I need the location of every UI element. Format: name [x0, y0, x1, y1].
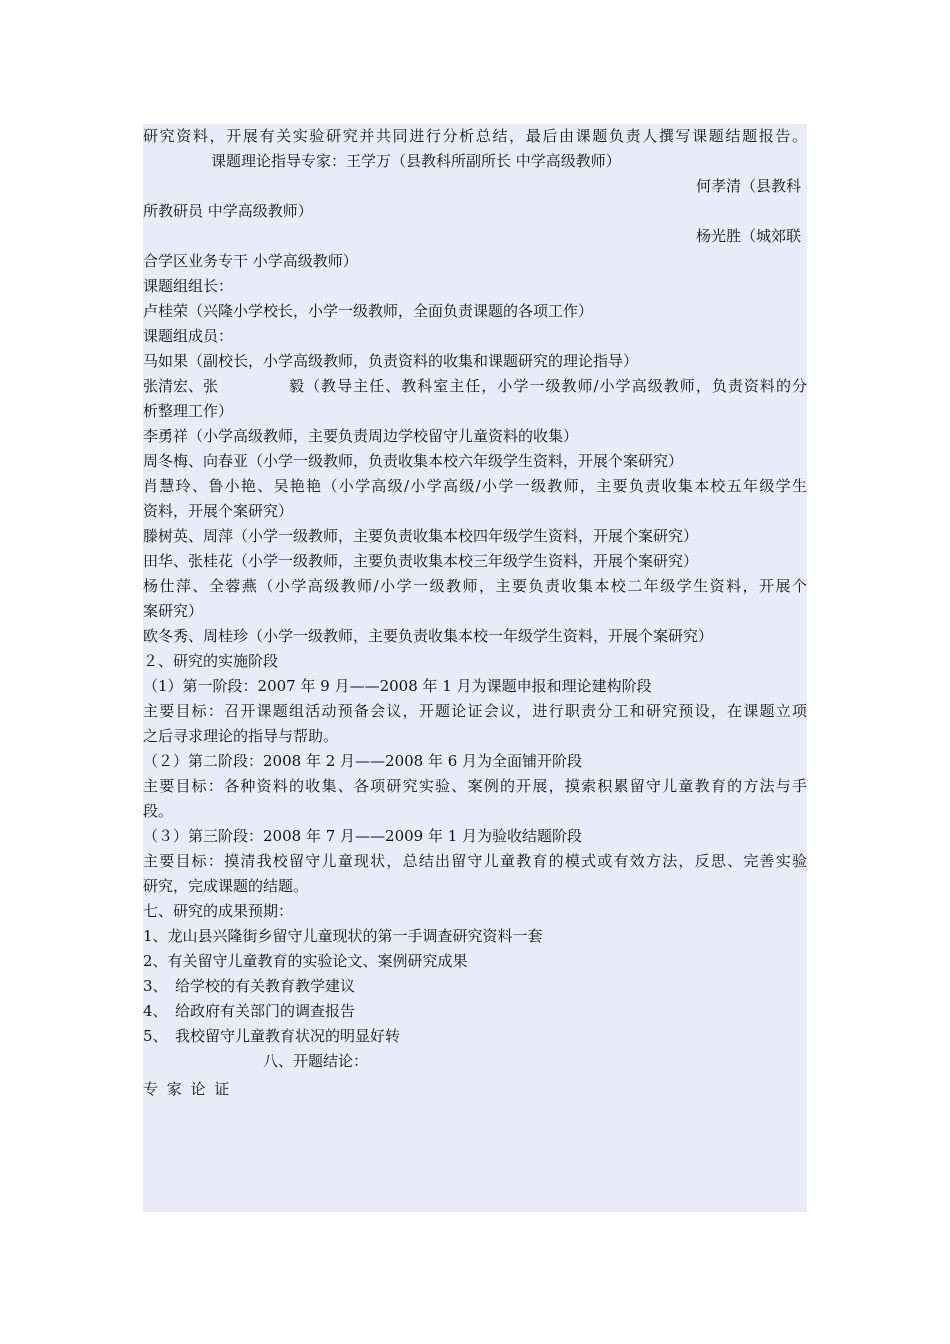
list-item: 5、 我校留守儿童教育状况的明显好转: [143, 1027, 401, 1045]
text-line: 滕树英、周萍（小学一级教师，主要负责收集本校四年级学生资料，开展个案研究）: [143, 527, 699, 545]
list-item: 4、 给政府有关部门的调查报告: [143, 1002, 356, 1020]
text-line: 李勇祥（小学高级教师，主要负责周边学校留守儿童资料的收集）: [143, 427, 579, 445]
text-line: 析整理工作）: [143, 402, 234, 420]
text-line: 所教研员 中学高级教师）: [143, 202, 313, 220]
list-item: 2、有关留守儿童教育的实验论文、案例研究成果: [143, 952, 468, 970]
text-line: 主要目标：摸清我校留守儿童现状，总结出留守儿童教育的模式或有效方法，反思、完善实验: [143, 852, 807, 870]
text-line: 段。: [143, 802, 174, 820]
text-line: （1）第一阶段：2007 年 9 月——2008 年 1 月为课题申报和理论建构阶段: [143, 677, 652, 695]
document-page: [143, 124, 807, 1212]
text-line: 欧冬秀、周桂珍（小学一级教师，主要负责收集本校一年级学生资料，开展个案研究）: [143, 627, 714, 645]
section-heading: 八、开题结论：: [263, 1052, 369, 1070]
text-line: 周冬梅、向春亚（小学一级教师，负责收集本校六年级学生资料，开展个案研究）: [143, 452, 684, 470]
text-line: 杨光胜（城郊联: [695, 227, 801, 245]
text-line: 合学区业务专干 小学高级教师）: [143, 252, 358, 270]
list-item: 3、 给学校的有关教育教学建议: [143, 977, 356, 995]
text-line: 何孝清（县教科: [695, 177, 801, 195]
section-heading: 七、研究的成果预期：: [143, 902, 294, 920]
text-line: 研究资料，开展有关实验研究并共同进行分析总结，最后由课题负责人撰写课题结题报告。: [143, 127, 807, 145]
text-line: （２）第二阶段：2008 年 2 月——2008 年 6 月为全面铺开阶段: [143, 752, 583, 770]
text-line: 杨仕萍、全蓉燕（小学高级教师/小学一级教师，主要负责收集本校二年级学生资料，开展个: [143, 577, 807, 595]
text-line: 卢桂荣（兴隆小学校长，小学一级教师，全面负责课题的各项工作）: [143, 302, 594, 320]
section-heading: ２、研究的实施阶段: [143, 652, 279, 670]
text-line: 课题理论指导专家：王学万（县教科所副所长 中学高级教师）: [211, 152, 621, 170]
text-line: 案研究）: [143, 602, 204, 620]
text-line: 毅（教导主任、教科室主任，小学一级教师/小学高级教师，负责资料的分: [289, 377, 807, 395]
text-line: （３）第三阶段：2008 年 7 月——2009 年 1 月为验收结题阶段: [143, 827, 583, 845]
text-line: 课题组组长：: [143, 277, 234, 295]
list-item: 1、龙山县兴隆街乡留守儿童现状的第一手调查研究资料一套: [143, 927, 543, 945]
text-line: 之后寻求理论的指导与帮助。: [143, 727, 339, 745]
text-line: 课题组成员：: [143, 327, 234, 345]
text-line: 资料，开展个案研究）: [143, 502, 294, 520]
text-line: 研究，完成课题的结题。: [143, 877, 309, 895]
text-line: 主要目标：召开课题组活动预备会议，开题论证会议，进行职责分工和研究预设，在课题立项: [143, 702, 807, 720]
text-line: 专 家 论 证: [143, 1080, 232, 1098]
text-line: 肖慧玲、鲁小艳、吴艳艳（小学高级/小学高级/小学一级教师，主要负责收集本校五年级学生: [143, 477, 807, 495]
text-line: 马如果（副校长，小学高级教师，负责资料的收集和课题研究的理论指导）: [143, 352, 639, 370]
text-line: 主要目标：各种资料的收集、各项研究实验、案例的开展，摸索积累留守儿童教育的方法与手: [143, 777, 807, 795]
text-line: 张清宏、张: [143, 377, 219, 395]
text-line: 田华、张桂花（小学一级教师，主要负责收集本校三年级学生资料，开展个案研究）: [143, 552, 699, 570]
